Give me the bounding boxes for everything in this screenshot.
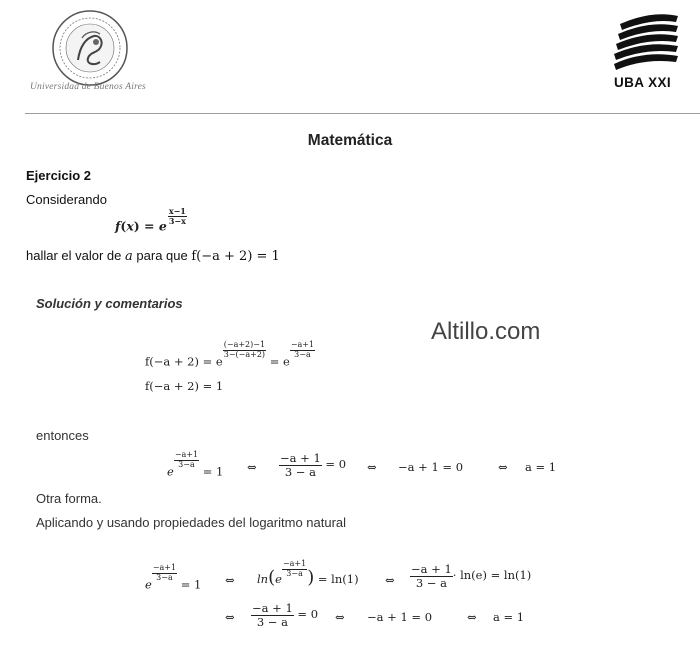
- university-name: Universidad de Buenos Aires: [30, 82, 146, 92]
- page-title: Matemática: [307, 132, 393, 149]
- other-way-text: Otra forma.: [36, 491, 102, 506]
- exercise-heading: Ejercicio 2: [26, 168, 92, 183]
- university-seal: [50, 8, 130, 88]
- equation-substitution: f(−a + 2) = e $\frac{(-a+2)-1}{3-(-a+2)}$ = e $\frac{-a+1}{3-a}$: [145, 340, 315, 369]
- then-text: entonces: [36, 428, 89, 443]
- uba-xxi-label: UBA XXI: [614, 75, 672, 90]
- applying-text: Aplicando y usando propiedades del logaritmo natural: [36, 515, 347, 530]
- header-divider: [25, 113, 700, 114]
- function-definition: f(x) = e $\frac{x-1}{3-x}$: [115, 206, 186, 234]
- considering-text: Considerando: [26, 192, 107, 207]
- watermark: Altillo.com: [431, 318, 541, 345]
- equation-condition: f(−a + 2) = 1: [145, 379, 224, 393]
- uba-xxi-logo: [612, 14, 682, 78]
- solution-heading: Solución y comentarios: [36, 296, 183, 311]
- task-statement: hallar el valor de a para que f(−a + 2) = 1: [26, 248, 280, 264]
